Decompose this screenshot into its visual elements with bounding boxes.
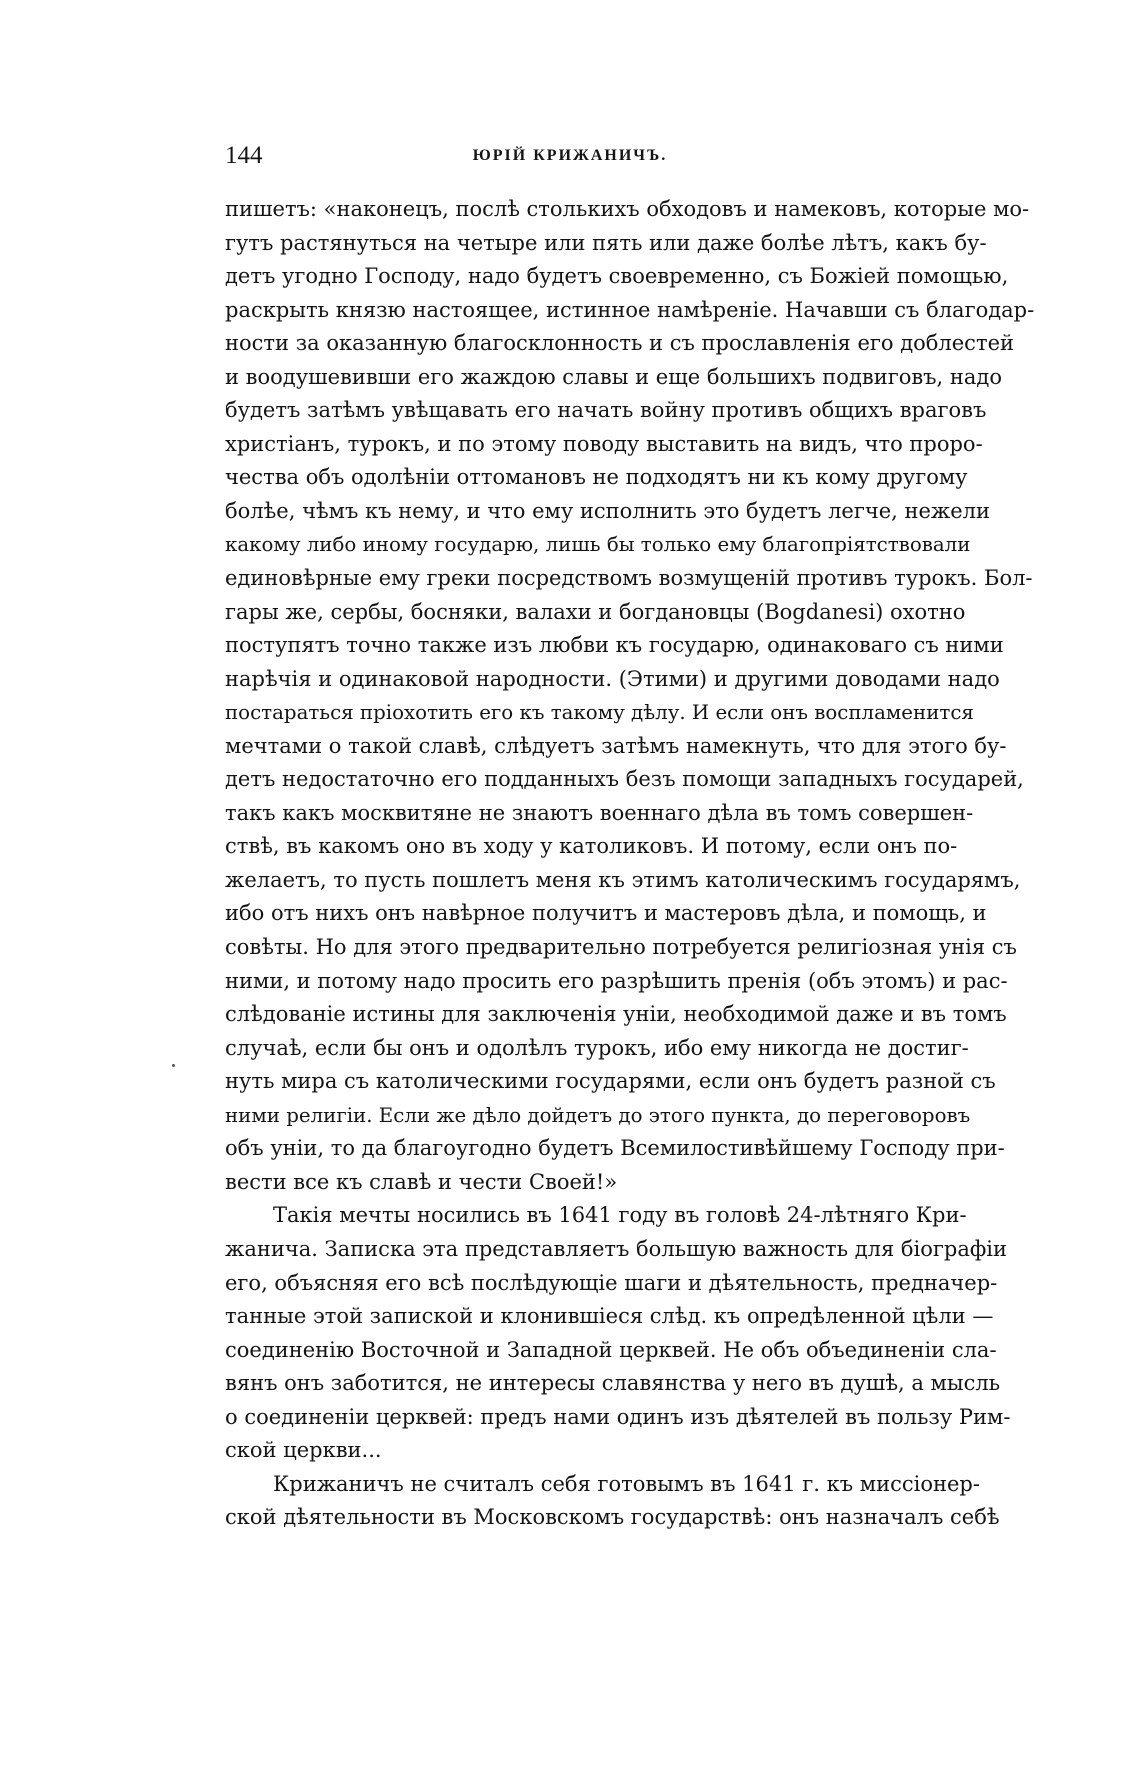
text-line: соединенію Восточной и Западной церквей. Не объ объединеніи сла- [225, 1337, 997, 1362]
text-line: объ уніи, то да благоугодно будетъ Всемилостивѣйшему Господу при- [225, 1136, 1005, 1161]
body-text [225, 193, 1035, 1535]
page-number: 144 [225, 142, 263, 169]
text-line: мечтами о такой славѣ, слѣдуетъ затѣмъ намекнуть, что для этого бу- [225, 733, 1007, 758]
text-line: христіанъ, турокъ, и по этому поводу выставить на видъ, что проро- [225, 431, 983, 456]
text-line: вести все къ славѣ и чести Своей!» [225, 1169, 618, 1194]
page-header [225, 142, 915, 172]
text-line: его, объясняя его всѣ послѣдующіе шаги и дѣятельность, предначер- [225, 1270, 998, 1295]
text-line: будетъ затѣмъ увѣщавать его начать войну противъ общихъ враговъ [225, 398, 987, 423]
text-line: болѣе, чѣмъ къ нему, и что ему исполнить это будетъ легче, нежели [225, 498, 991, 523]
text-line: такъ какъ москвитяне не знаютъ военнаго дѣла въ томъ совершен- [225, 800, 974, 825]
text-line: Такія мечты носились въ 1641 году въ головѣ 24-лѣтняго Кри- [273, 1203, 967, 1228]
text-line: жанича. Записка эта представляетъ большую важность для біографіи [225, 1236, 1008, 1261]
text-line: случаѣ, если бы онъ и одолѣлъ турокъ, ибо ему никогда не достиг- [225, 1035, 969, 1060]
text-line: совѣты. Но для этого предварительно потребуется религіозная унія съ [225, 935, 1017, 960]
text-line: нарѣчія и одинаковой народности. (Этими) и другими доводами надо [225, 666, 1000, 691]
text-line: Крижаничъ не считалъ себя готовымъ въ 1641 г. къ миссіонер- [273, 1471, 980, 1496]
text-line: и воодушевивши его жаждою славы и еще большихъ подвиговъ, надо [225, 364, 1002, 389]
text-line: раскрыть князю настоящее, истинное намѣреніе. Начавши съ благодар- [225, 297, 1035, 322]
text-line: гары же, сербы, босняки, валахи и богдановцы (Bogdanesi) охотно [225, 599, 966, 624]
text-line: ними религіи. Если же дѣло дойдетъ до этого пункта, до переговоровъ [225, 1103, 971, 1127]
text-line: постараться пріохотить его къ такому дѣлу. И если онъ воспламенится [225, 701, 974, 725]
text-line: нуть мира съ католическими государями, если онъ будетъ разной съ [225, 1069, 996, 1094]
text-line: ской церкви... [225, 1438, 382, 1463]
text-line: поступятъ точно также изъ любви къ государю, одинаковаго съ ними [225, 633, 1004, 658]
text-line: желаетъ, то пусть пошлетъ меня къ этимъ католическимъ государямъ, [225, 867, 1021, 892]
text-line: пишетъ: «наконецъ, послѣ столькихъ обходовъ и намековъ, которые мо- [225, 197, 1030, 221]
text-line: ибо отъ нихъ онъ навѣрное получитъ и мастеровъ дѣла, и помощь, и [225, 901, 987, 926]
text-line: ской дѣятельности въ Московскомъ государствѣ: онъ назначалъ себѣ [225, 1505, 1000, 1530]
text-line: гутъ растянуться на четыре или пять или даже болѣе лѣтъ, какъ бу- [225, 230, 987, 255]
text-line: какому либо иному государю, лишь бы только ему благопріятствовали [225, 533, 971, 557]
text-line: слѣдованіе истины для заключенія уніи, необходимой даже и въ томъ [225, 1002, 1007, 1027]
text-line: ними, и потому надо просить его разрѣшить пренія (объ этомъ) и рас- [225, 968, 1008, 993]
text-line: о соединеніи церквей: предъ нами одинъ изъ дѣятелей въ пользу Рим- [225, 1404, 1011, 1429]
margin-speck [172, 1064, 175, 1067]
text-line: ствѣ, въ какомъ оно въ ходу у католиковъ. И потому, если онъ по- [225, 834, 958, 859]
running-title: ЮРІЙ КРИЖАНИЧЪ. [472, 147, 668, 164]
text-line: детъ недостаточно его подданныхъ безъ помощи западныхъ государей, [225, 767, 1024, 792]
text-line: вянъ онъ заботится, не интересы славянства у него въ душѣ, а мысль [225, 1371, 1001, 1396]
text-line: ности за оказанную благосклонность и съ прославленія его доблестей [225, 331, 1014, 356]
text-line: детъ угодно Господу, надо будетъ своевременно, съ Божіей помощью, [225, 264, 1009, 289]
text-line: чества объ одолѣніи оттомановъ не подходятъ ни къ кому другому [225, 465, 968, 490]
text-line: единовѣрные ему греки посредствомъ возмущеній противъ турокъ. Бол- [225, 566, 1033, 591]
text-line: танные этой запиской и клонившіеся слѣд. къ опредѣленной цѣли — [225, 1304, 994, 1329]
